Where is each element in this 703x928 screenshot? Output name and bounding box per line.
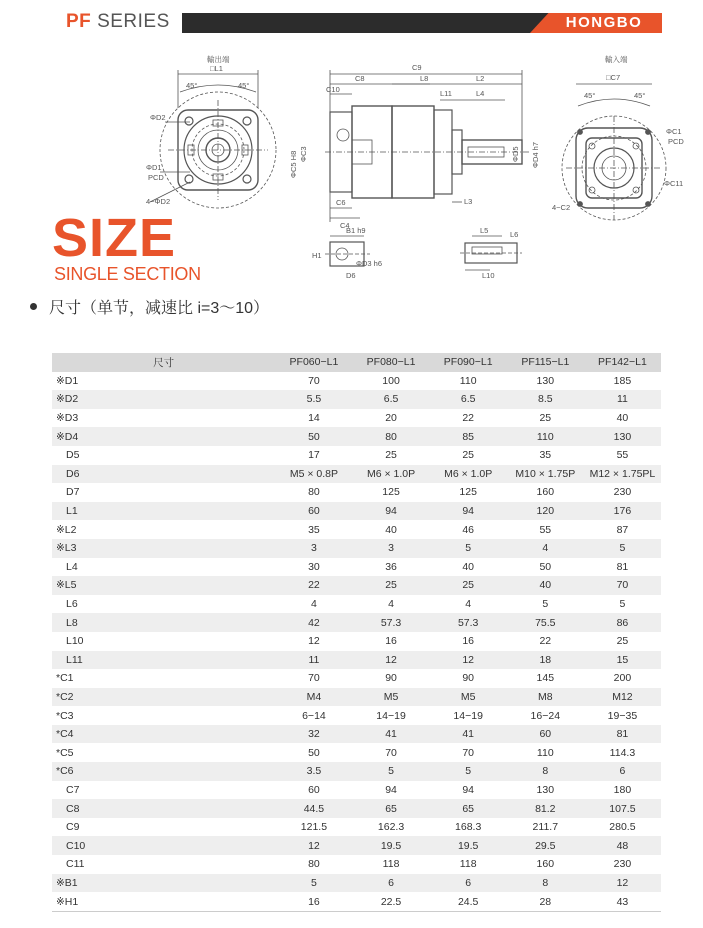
dim-l5-label: L5 [480, 226, 489, 235]
table-cell: 6 [430, 874, 507, 893]
angle-label: 45° [584, 91, 596, 100]
table-cell: 110 [507, 743, 584, 762]
table-row [52, 874, 661, 893]
table-row [52, 688, 661, 707]
row-label: L6 [52, 595, 275, 614]
table-cell: 200 [584, 669, 661, 688]
header-label: 尺寸 [52, 353, 275, 372]
table-cell: M12 [584, 688, 661, 707]
table-row [52, 558, 661, 577]
row-label: L1 [52, 502, 275, 521]
table-cell: 81 [584, 558, 661, 577]
table-cell: 120 [507, 502, 584, 521]
table-cell: 118 [352, 855, 429, 874]
table-cell: 75.5 [507, 613, 584, 632]
table-cell: 6 [352, 874, 429, 893]
table-row [52, 427, 661, 446]
table-row [52, 818, 661, 837]
table-cell: 41 [352, 725, 429, 744]
table-cell: 11 [275, 651, 352, 670]
table-row [52, 651, 661, 670]
dim-d2-label: ΦD2 [150, 113, 166, 122]
table-cell: 86 [584, 613, 661, 632]
table-cell: 118 [430, 855, 507, 874]
table-cell: 125 [352, 483, 429, 502]
table-row [52, 762, 661, 781]
pcd-label: PCD [668, 137, 684, 146]
table-cell: 8 [507, 874, 584, 893]
dim-c5-label: ΦC5 H8 [289, 150, 298, 178]
table-row [52, 706, 661, 725]
table-row [52, 520, 661, 539]
page-header [0, 0, 703, 48]
rear-view-drawing [562, 84, 666, 220]
table-cell: 22 [430, 409, 507, 428]
table-cell: 30 [275, 558, 352, 577]
dim-l2-label: L2 [476, 74, 485, 83]
series-title [66, 11, 170, 33]
table-cell: 19−35 [584, 706, 661, 725]
table-cell: 20 [352, 409, 429, 428]
column-header: PF080−L1 [352, 353, 429, 372]
column-header: PF060−L1 [275, 353, 352, 372]
input-end-label: 輸入端 [605, 55, 628, 64]
table-row [52, 409, 661, 428]
dim-b1-label: B1 h9 [346, 226, 366, 235]
dim-l3-label: L3 [464, 197, 473, 206]
table-cell: 16 [275, 892, 352, 911]
table-cell: 162.3 [352, 818, 429, 837]
table-cell: 5 [430, 539, 507, 558]
table-cell: 41 [430, 725, 507, 744]
table-cell: 42 [275, 613, 352, 632]
row-label: *C2 [52, 688, 275, 707]
table-cell: 25 [430, 446, 507, 465]
table-cell: 35 [275, 520, 352, 539]
table-cell: 81.2 [507, 799, 584, 818]
table-row [52, 613, 661, 632]
table-row [52, 539, 661, 558]
table-cell: 87 [584, 520, 661, 539]
row-label: L4 [52, 558, 275, 577]
table-cell: 48 [584, 836, 661, 855]
row-label: ※L3 [52, 539, 275, 558]
table-row [52, 781, 661, 800]
dim-l8-label: L8 [420, 74, 429, 83]
table-cell: M4 [275, 688, 352, 707]
table-row [52, 725, 661, 744]
table-cell: 50 [507, 558, 584, 577]
row-label: D6 [52, 465, 275, 484]
row-label: ※D2 [52, 390, 275, 409]
table-row [52, 502, 661, 521]
table-cell: 160 [507, 483, 584, 502]
table-cell: 6.5 [430, 390, 507, 409]
table-cell: 60 [507, 725, 584, 744]
size-note [30, 295, 269, 318]
table-cell: 4 [430, 595, 507, 614]
dim-c4-label: C4 [340, 221, 350, 230]
table-cell: 70 [275, 372, 352, 391]
front-view-drawing [150, 70, 276, 208]
dimension-table-grid [52, 353, 661, 911]
table-cell: 180 [584, 781, 661, 800]
table-cell: 16−24 [507, 706, 584, 725]
table-cell: 18 [507, 651, 584, 670]
row-label: ※L5 [52, 576, 275, 595]
table-cell: 230 [584, 483, 661, 502]
table-cell: M5 [352, 688, 429, 707]
table-cell: 70 [275, 669, 352, 688]
table-cell: 130 [584, 427, 661, 446]
table-cell: M12 × 1.75PL [584, 465, 661, 484]
table-cell: 40 [430, 558, 507, 577]
table-cell: 40 [584, 409, 661, 428]
dim-c8-label: C8 [355, 74, 365, 83]
row-label: D7 [52, 483, 275, 502]
table-cell: 5 [275, 874, 352, 893]
dim-c3-label: ΦC3 [299, 146, 308, 162]
table-cell: 5 [584, 595, 661, 614]
row-label: ※D4 [52, 427, 275, 446]
table-row [52, 855, 661, 874]
table-cell: 25 [507, 409, 584, 428]
table-cell: 19.5 [430, 836, 507, 855]
table-cell: 176 [584, 502, 661, 521]
shaft-detail-drawing [460, 236, 522, 270]
table-cell: 6−14 [275, 706, 352, 725]
table-cell: M8 [507, 688, 584, 707]
table-cell: 80 [352, 427, 429, 446]
table-cell: 107.5 [584, 799, 661, 818]
dim-d3-label: ΦD3 h6 [356, 259, 382, 268]
table-cell: 125 [430, 483, 507, 502]
dim-l11-label: L11 [440, 89, 452, 98]
table-cell: 25 [430, 576, 507, 595]
row-label: ※B1 [52, 874, 275, 893]
dim-c6-label: C6 [336, 198, 346, 207]
pcd-label: PCD [148, 173, 164, 182]
angle-label: 45° [186, 81, 198, 90]
table-cell: 6 [584, 762, 661, 781]
table-cell: 114.3 [584, 743, 661, 762]
angle-label: 45° [634, 91, 646, 100]
dim-d6-label: D6 [346, 271, 356, 280]
table-cell: 24.5 [430, 892, 507, 911]
table-cell: 94 [352, 502, 429, 521]
table-cell: 121.5 [275, 818, 352, 837]
table-cell: 60 [275, 781, 352, 800]
table-cell: 22 [507, 632, 584, 651]
dim-l10-label: L10 [482, 271, 495, 280]
table-cell: 280.5 [584, 818, 661, 837]
dim-d1-label: ΦD1 [146, 163, 162, 172]
column-header: PF090−L1 [430, 353, 507, 372]
table-row [52, 390, 661, 409]
table-cell: 14−19 [352, 706, 429, 725]
table-cell: 12 [584, 874, 661, 893]
table-cell: 168.3 [430, 818, 507, 837]
table-row [52, 446, 661, 465]
row-label: ※H1 [52, 892, 275, 911]
table-cell: 32 [275, 725, 352, 744]
table-cell: 8 [507, 762, 584, 781]
table-cell: 94 [430, 781, 507, 800]
table-cell: 14 [275, 409, 352, 428]
table-cell: 28 [507, 892, 584, 911]
row-label: *C1 [52, 669, 275, 688]
row-label: L11 [52, 651, 275, 670]
table-cell: 65 [352, 799, 429, 818]
table-cell: M10 × 1.75P [507, 465, 584, 484]
table-cell: 4 [352, 595, 429, 614]
table-cell: 55 [507, 520, 584, 539]
table-cell: 145 [507, 669, 584, 688]
table-row [52, 576, 661, 595]
row-label: C8 [52, 799, 275, 818]
table-cell: 94 [430, 502, 507, 521]
dim-c9-label: C9 [412, 63, 422, 72]
holes-label: 4−ΦD2 [146, 197, 171, 206]
dim-c7-label: □C7 [606, 73, 621, 82]
table-cell: 5 [507, 595, 584, 614]
table-cell: 19.5 [352, 836, 429, 855]
dim-l4-label: L4 [476, 89, 485, 98]
row-label: ※L2 [52, 520, 275, 539]
row-label: C11 [52, 855, 275, 874]
table-row [52, 465, 661, 484]
table-cell: 44.5 [275, 799, 352, 818]
table-cell: M5 × 0.8P [275, 465, 352, 484]
table-cell: 5 [584, 539, 661, 558]
row-label: *C4 [52, 725, 275, 744]
dim-l6-label: L6 [510, 230, 519, 239]
dim-l1-label: □L1 [210, 64, 223, 73]
table-cell: 55 [584, 446, 661, 465]
row-label: *C3 [52, 706, 275, 725]
table-cell: 70 [430, 743, 507, 762]
table-cell: 94 [352, 781, 429, 800]
holes-label: 4−C2 [552, 203, 571, 212]
table-body [52, 372, 661, 911]
table-cell: 22.5 [352, 892, 429, 911]
table-row [52, 483, 661, 502]
table-cell: 4 [275, 595, 352, 614]
size-note-text: 尺寸（单节，减速比 i=3～10） [49, 300, 270, 317]
table-cell: 3 [352, 539, 429, 558]
dim-c10-label: C10 [326, 85, 340, 94]
table-cell: 35 [507, 446, 584, 465]
table-cell: M5 [430, 688, 507, 707]
table-cell: 15 [584, 651, 661, 670]
table-cell: 25 [352, 446, 429, 465]
table-cell: 25 [352, 576, 429, 595]
table-cell: 80 [275, 855, 352, 874]
table-cell: 211.7 [507, 818, 584, 837]
table-cell: 36 [352, 558, 429, 577]
output-end-label: 輸出端 [207, 55, 230, 64]
table-row [52, 632, 661, 651]
bullet-dot [30, 303, 37, 310]
row-label: *C6 [52, 762, 275, 781]
table-cell: 8.5 [507, 390, 584, 409]
dim-d5-label: ΦD5 [511, 146, 520, 162]
table-cell: 60 [275, 502, 352, 521]
table-cell: 100 [352, 372, 429, 391]
table-cell: 70 [584, 576, 661, 595]
row-label: C10 [52, 836, 275, 855]
table-cell: 160 [507, 855, 584, 874]
series-prefix: PF [66, 11, 92, 32]
table-cell: 130 [507, 781, 584, 800]
table-cell: 57.3 [430, 613, 507, 632]
table-cell: 130 [507, 372, 584, 391]
table-row [52, 669, 661, 688]
table-cell: 110 [507, 427, 584, 446]
table-cell: M6 × 1.0P [352, 465, 429, 484]
row-label: *C5 [52, 743, 275, 762]
table-cell: 70 [352, 743, 429, 762]
side-view-drawing [325, 70, 530, 222]
table-cell: 4 [507, 539, 584, 558]
table-cell: 3 [275, 539, 352, 558]
table-header-row [52, 353, 661, 372]
dim-c1-label: ΦC1 [666, 127, 682, 136]
table-cell: 29.5 [507, 836, 584, 855]
brand-logo: HONGBO [565, 14, 643, 31]
table-cell: 65 [430, 799, 507, 818]
table-cell: 5 [352, 762, 429, 781]
table-cell: 40 [352, 520, 429, 539]
table-cell: 50 [275, 743, 352, 762]
dimension-table [52, 353, 661, 911]
table-row [52, 372, 661, 391]
table-cell: 12 [352, 651, 429, 670]
table-row [52, 743, 661, 762]
table-cell: 22 [275, 576, 352, 595]
table-cell: 16 [430, 632, 507, 651]
table-row [52, 799, 661, 818]
column-header: PF115−L1 [507, 353, 584, 372]
table-bottom-rule [52, 911, 661, 912]
table-cell: 110 [430, 372, 507, 391]
table-row [52, 836, 661, 855]
table-cell: 11 [584, 390, 661, 409]
table-cell: 3.5 [275, 762, 352, 781]
dim-c11-label: ΦC11 [664, 179, 684, 188]
table-cell: 12 [275, 836, 352, 855]
size-title: SIZE [52, 208, 177, 268]
table-cell: 5.5 [275, 390, 352, 409]
table-cell: 230 [584, 855, 661, 874]
table-cell: 81 [584, 725, 661, 744]
table-cell: 43 [584, 892, 661, 911]
dim-d4-label: ΦD4 h7 [531, 142, 540, 168]
table-cell: 12 [430, 651, 507, 670]
table-cell: 14−19 [430, 706, 507, 725]
table-cell: 17 [275, 446, 352, 465]
table-cell: 6.5 [352, 390, 429, 409]
angle-label: 45° [238, 81, 250, 90]
row-label: C9 [52, 818, 275, 837]
row-label: D5 [52, 446, 275, 465]
table-row [52, 892, 661, 911]
table-cell: 12 [275, 632, 352, 651]
table-cell: 85 [430, 427, 507, 446]
table-cell: 40 [507, 576, 584, 595]
column-header: PF142−L1 [584, 353, 661, 372]
row-label: L8 [52, 613, 275, 632]
row-label: ※D3 [52, 409, 275, 428]
table-cell: 90 [430, 669, 507, 688]
table-cell: 57.3 [352, 613, 429, 632]
table-cell: 46 [430, 520, 507, 539]
dim-h1-label: H1 [312, 251, 322, 260]
table-cell: 5 [430, 762, 507, 781]
table-cell: 16 [352, 632, 429, 651]
row-label: C7 [52, 781, 275, 800]
table-cell: 25 [584, 632, 661, 651]
size-subtitle: SINGLE SECTION [54, 264, 201, 284]
table-cell: 90 [352, 669, 429, 688]
series-label: SERIES [97, 11, 170, 32]
table-cell: M6 × 1.0P [430, 465, 507, 484]
table-row [52, 595, 661, 614]
table-cell: 50 [275, 427, 352, 446]
row-label: ※D1 [52, 372, 275, 391]
row-label: L10 [52, 632, 275, 651]
table-cell: 80 [275, 483, 352, 502]
table-cell: 185 [584, 372, 661, 391]
